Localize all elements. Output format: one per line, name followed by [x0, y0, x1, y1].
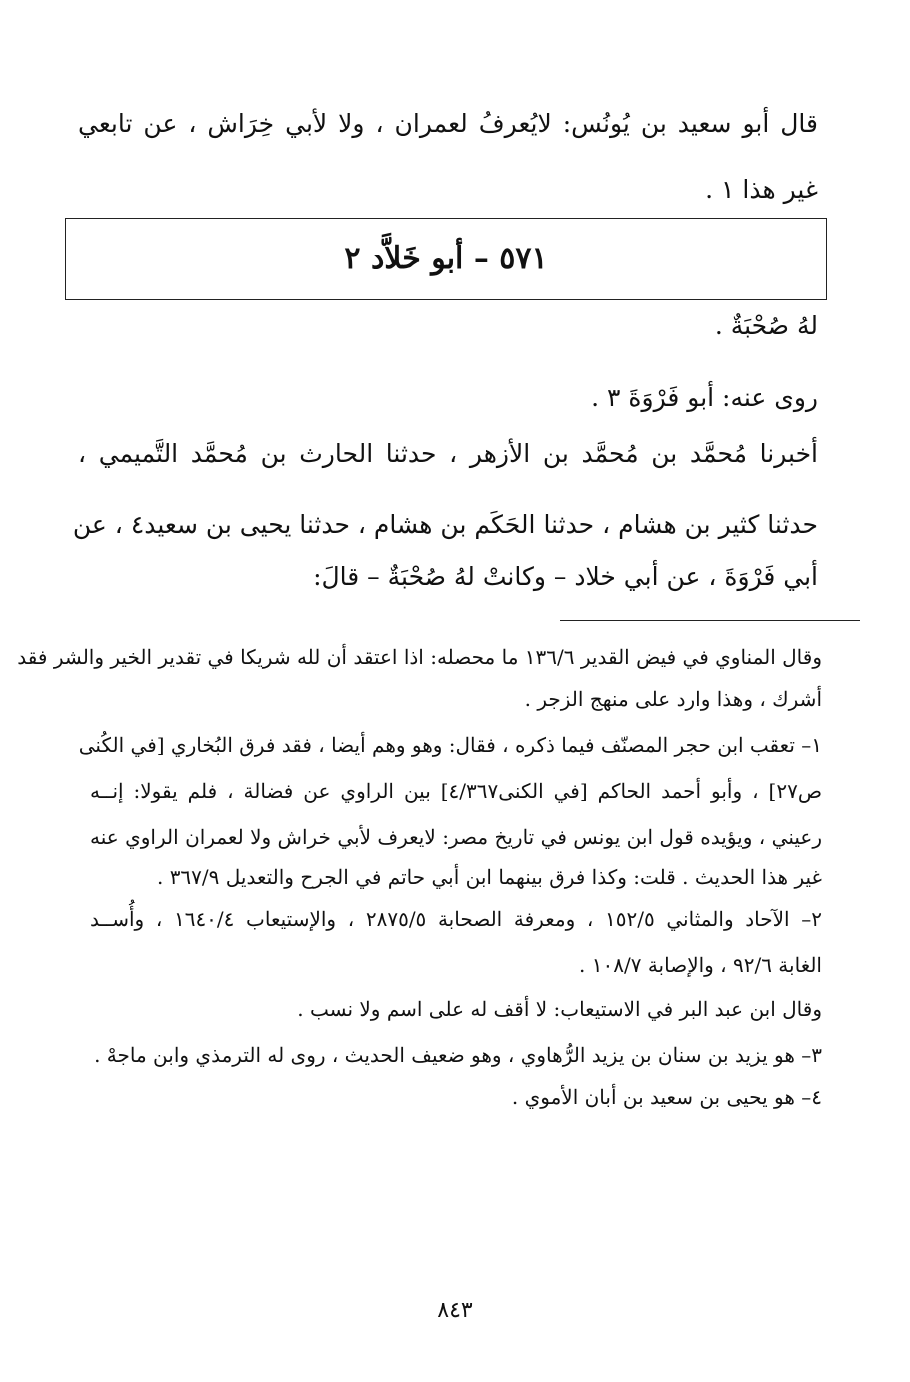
entry-heading-box: [65, 218, 827, 300]
footnote-line: ٤– هو يحيى بن سعيد بن أبان الأموي .: [511, 1085, 822, 1109]
footnote-line: ٢– الآحاد والمثاني ١٥٢/٥ ، ومعرفة الصحابة ٢٨٧٥/٥ ، والإستيعاب ١٦٤٠/٤ ، وأُســد: [90, 907, 822, 931]
entry-heading: ٥٧١ – أبو خَلاَّد ٢: [344, 241, 548, 276]
footnote-line: رعيني ، ويؤيده قول ابن يونس في تاريخ مصر: لايعرف لأبي خراش ولا لعمران الراوي عنه: [90, 825, 822, 849]
footnote-line: غير هذا الحديث . قلت: وكذا فرق بينهما ابن أبي حاتم في الجرح والتعديل ٣٦٧/٩ .: [156, 865, 822, 889]
footnote-line: ٣– هو يزيد بن سنان بن يزيد الرُّهاوي ، وهو ضعيف الحديث ، روى له الترمذي وابن ماجهْ .: [94, 1043, 822, 1067]
footnote-line: وقال ابن عبد البر في الاستيعاب: لا أقف له على اسم ولا نسب .: [297, 997, 822, 1021]
text-line: أبي فَرْوَةَ ، عن أبي خلاد – وكانتْ لهُ صُحْبَةٌ – قالَ:: [313, 562, 818, 591]
page-number: ٨٤٣: [437, 1298, 473, 1323]
text-line: غير هذا ١ .: [705, 175, 818, 204]
footnote-separator: [560, 620, 860, 621]
text-line: قال أبو سعيد بن يُونُس: لايُعرفُ لعمران ، ولا لأبي خِرَاش ، عن تابعي: [78, 109, 818, 138]
footnote-line: ص٢٧] ، وأبو أحمد الحاكم [في الكنى٤/٣٦٧] بين الراوي عن فضالة ، فلم يقولا: إنــه: [90, 779, 822, 803]
text-line: لهُ صُحْبَةٌ .: [714, 311, 818, 340]
footnote-line: ١– تعقب ابن حجر المصنّف فيما ذكره ، فقال: وهو وهم أيضا ، فقد فرق البُخاري [في الكُنى: [78, 733, 822, 757]
text-line: حدثنا كثير بن هشام ، حدثنا الحَكَم بن هشام ، حدثنا يحيى بن سعيد٤ ، عن: [72, 510, 818, 539]
text-line: روى عنه: أبو فَرْوَةَ ٣ .: [591, 383, 818, 412]
footnote-line: أشرك ، وهذا وارد على منهج الزجر .: [524, 687, 822, 711]
footnote-line: الغابة ٩٢/٦ ، والإصابة ١٠٨/٧ .: [579, 953, 822, 977]
footnote-line: وقال المناوي في فيض القدير ١٣٦/٦ ما محصله: اذا اعتقد أن لله شريكا في تقدير الخير والشر فقد: [17, 645, 822, 669]
text-line: أخبرنا مُحمَّد بن مُحمَّد بن الأزهر ، حدثنا الحارث بن مُحمَّد التَّميمي ،: [78, 439, 818, 468]
